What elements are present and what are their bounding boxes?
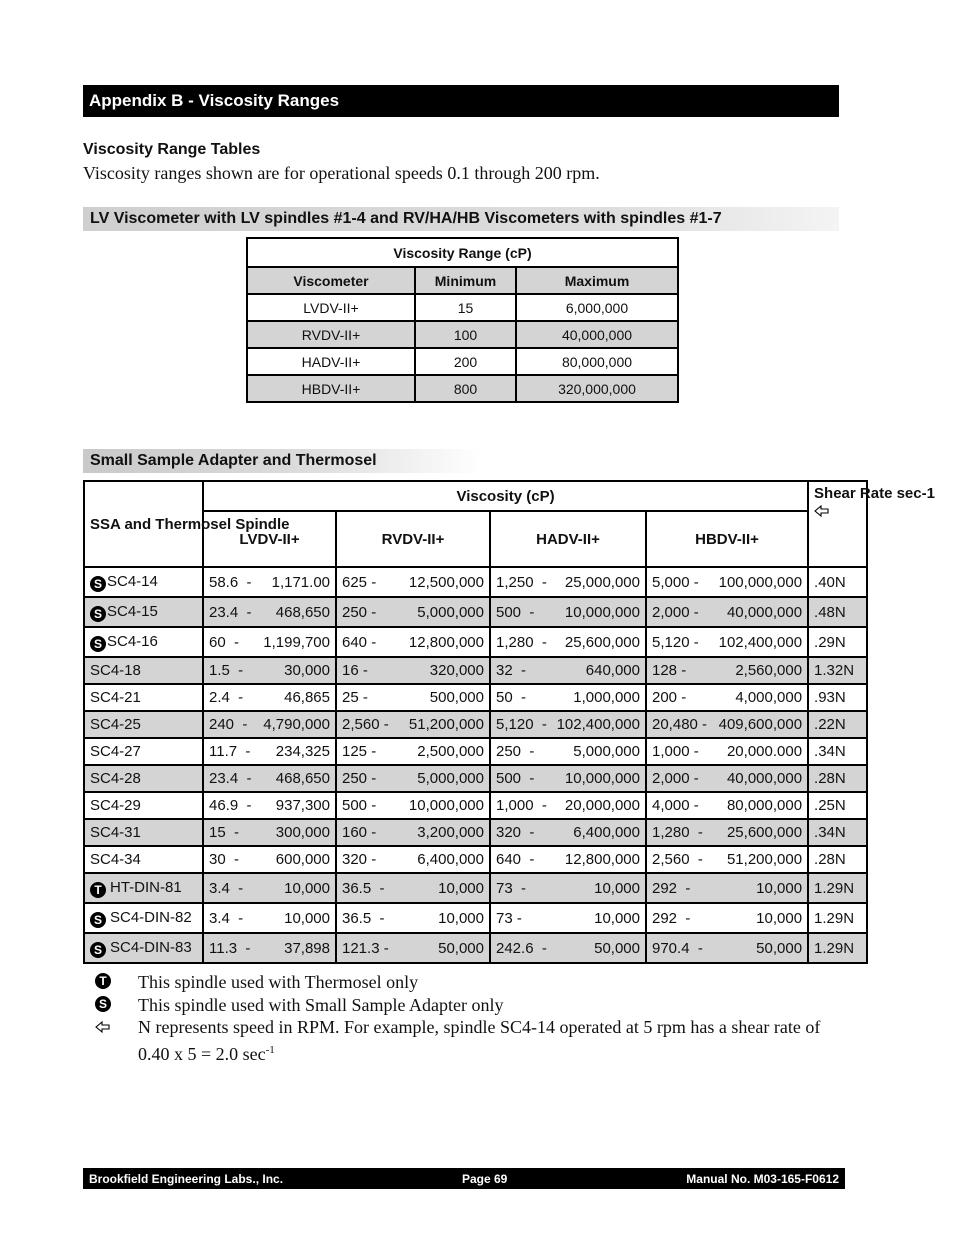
range-max: 1,199,700 [263,633,330,651]
lv-range-cell [203,819,336,846]
range-min: 3.4 - [209,879,244,897]
range-max: 30,000 [284,662,330,679]
range-min: 1,000 - [496,797,547,814]
range-min: 121.3 - [342,939,389,957]
minimum-cell: 100 [415,321,516,348]
range-min: 2,000 - [652,603,699,621]
range-min: 25 - [342,689,368,706]
shear-rate-cell: .25N [808,792,867,819]
range-max: 6,400,000 [573,824,640,841]
range-min: 15 - [209,824,240,841]
range-min: 1,250 - [496,573,547,591]
range-min: 640 - [342,633,377,651]
lv-range-cell [203,711,336,738]
range-min: 58.6 - [209,573,252,591]
rv-range-cell [336,627,490,657]
shear-rate-cell: .28N [808,765,867,792]
spindle-name: SC4-DIN-83 [110,938,192,956]
thermosel-note-text: This spindle used with Thermosel only [138,972,419,992]
range-min: 11.3 - [209,939,251,957]
range-min: 640 - [496,851,535,868]
table-row [247,375,678,402]
shear-rate-header [808,481,935,567]
hb-range-cell [646,627,808,657]
range-max: 468,650 [275,603,330,621]
range-min: 320 - [342,851,377,868]
column-header: Minimum [415,267,516,294]
ssa-mark-icon: S [95,996,111,1012]
table-row [84,819,867,846]
hb-range-cell [646,792,808,819]
range-min: 292 - [652,909,691,927]
range-min: 50 - [496,689,527,706]
table-row [84,765,867,792]
hb-range-cell [646,819,808,846]
rv-range-cell [336,711,490,738]
rv-range-cell [336,597,490,627]
range-max: 640,000 [585,662,640,679]
lv-range-cell [203,792,336,819]
range-min: 60 - [209,633,240,651]
range-max: 25,600,000 [726,824,803,841]
range-max: 12,800,000 [408,633,484,651]
ha-range-cell [490,597,646,627]
range-min: 625 - [342,573,377,591]
lv-range-cell [203,933,336,963]
ha-range-cell [490,873,646,903]
range-max: 50,000 [756,939,803,957]
model-header: HADV-II+ [490,511,646,567]
hb-range-cell [646,684,808,711]
viscometer-cell: HADV-II+ [247,348,415,375]
footnotes [95,971,840,1065]
range-min: 500 - [496,603,535,621]
ssa-note-text: This spindle used with Small Sample Adapter only [138,994,504,1015]
range-max: 10,000 [756,909,803,927]
range-max: 102,400,000 [718,633,803,651]
range-max: 468,650 [275,770,330,787]
range-max: 10,000,000 [564,603,640,621]
spindle-cell [84,792,203,819]
spindle-name: SC4-25 [90,716,141,733]
shear-rate-cell: .34N [808,738,867,765]
hb-range-cell [646,711,808,738]
range-max: 12,800,000 [564,851,640,868]
range-min: 500 - [342,797,377,814]
hb-range-cell [646,567,808,597]
range-min: 250 - [496,743,535,760]
spindle-cell [84,903,203,933]
rv-range-cell [336,846,490,873]
range-min: 2.4 - [209,689,244,706]
rv-range-cell [336,684,490,711]
subheading: Viscosity Range Tables [83,141,261,158]
range-max: 2,560,000 [735,662,803,679]
table-row [84,711,867,738]
range-max: 10,000 [594,909,640,927]
hb-range-cell [646,903,808,933]
ha-range-cell [490,819,646,846]
ssa-note [95,994,840,1017]
range-min: 36.5 - [342,879,385,897]
range-min: 1,280 - [496,633,547,651]
spindle-cell [84,597,203,627]
ha-range-cell [490,738,646,765]
minimum-cell: 200 [415,348,516,375]
shear-note [95,1016,840,1065]
minimum-cell: 800 [415,375,516,402]
range-max: 1,171.00 [271,573,330,591]
ha-range-cell [490,684,646,711]
spindle-name: SC4-29 [90,797,141,814]
spindle-name: SC4-31 [90,824,141,841]
table-row [84,567,867,597]
range-min: 320 - [496,824,535,841]
range-min: 5,000 - [652,573,699,591]
shear-rate-cell: .28N [808,846,867,873]
range-max: 20,000,000 [564,797,640,814]
lv-range-cell [203,846,336,873]
viscosity-range-table [246,237,679,403]
ssa-mark-icon: S [90,636,106,652]
shear-rate-cell: .93N [808,684,867,711]
range-max: 102,400,000 [556,716,640,733]
table-row [84,903,867,933]
shear-rate-cell: .48N [808,597,867,627]
footer-page-number: Page 69 [461,1171,508,1186]
shear-rate-cell: 1.32N [808,657,867,684]
viscometer-cell: LVDV-II+ [247,294,415,321]
range-min: 46.9 - [209,797,252,814]
range-min: 500 - [496,770,535,787]
table-row [84,933,867,963]
table-row [84,846,867,873]
appendix-title: Appendix B - Viscosity Ranges [83,85,839,117]
intro-text: Viscosity ranges shown are for operational speeds 0.1 through 200 rpm. [83,163,600,183]
shear-rate-cell: .22N [808,711,867,738]
rv-range-cell [336,873,490,903]
table-row [84,792,867,819]
table-row [84,684,867,711]
range-min: 240 - [209,716,248,733]
maximum-cell: 320,000,000 [516,375,678,402]
range-min: 970.4 - [652,939,703,957]
ha-range-cell [490,657,646,684]
ssa-thermosel-table [83,480,935,964]
shear-rate-cell: .29N [808,627,867,657]
hb-range-cell [646,873,808,903]
spindle-cell [84,765,203,792]
ha-range-cell [490,792,646,819]
spindle-cell [84,627,203,657]
hb-range-cell [646,597,808,627]
table-row [247,294,678,321]
range-min: 128 - [652,662,687,679]
shear-rate-cell: 1.29N [808,873,867,903]
section-title-lv-spindles: LV Viscometer with LV spindles #1-4 and RV/HA/HB Viscometers with spindles #1-7 [83,207,839,231]
ha-range-cell [490,765,646,792]
range-max: 4,000,000 [735,689,803,706]
range-min: 2,000 - [652,770,699,787]
model-header: HBDV-II+ [646,511,808,567]
range-max: 5,000,000 [417,603,484,621]
lv-range-cell [203,738,336,765]
table-row [84,627,867,657]
range-max: 10,000 [438,909,484,927]
ssa-mark-icon: S [90,912,106,928]
range-max: 40,000,000 [726,603,803,621]
rv-range-cell [336,933,490,963]
viscometer-cell: RVDV-II+ [247,321,415,348]
lv-range-cell [203,684,336,711]
shear-note-text: N represents speed in RPM. For example, spindle SC4-14 operated at 5 rpm has a shear rate of 0.40 x 5 = 2.0 sec [138,1017,821,1064]
pointing-hand-icon [814,504,830,518]
range-max: 937,300 [275,797,330,814]
hb-range-cell [646,738,808,765]
rv-range-cell [336,819,490,846]
range-max: 4,790,000 [263,716,330,733]
range-max: 50,000 [438,939,484,957]
spindle-cell [84,873,203,903]
range-min: 73 - [496,909,522,927]
spindle-name: SC4-27 [90,743,141,760]
spindle-name: SC4-28 [90,770,141,787]
spindle-cell [84,819,203,846]
shear-rate-cell: .40N [808,567,867,597]
spindle-cell [84,933,203,963]
shear-rate-cell: 1.29N [808,903,867,933]
page-footer [83,1168,845,1189]
viscosity-header: Viscosity (cP) [203,481,808,511]
ha-range-cell [490,711,646,738]
range-max: 10,000,000 [408,797,484,814]
spindle-header: SSA and Thermosel Spindle [84,481,203,567]
ha-range-cell [490,903,646,933]
range-min: 2,560 - [652,851,703,868]
shear-rate-cell: .34N [808,819,867,846]
table-caption: Viscosity Range (cP) [247,238,678,267]
range-max: 1,000,000 [573,689,640,706]
lv-range-cell [203,657,336,684]
range-min: 2,560 - [342,716,389,733]
range-max: 50,000 [594,939,640,957]
range-max: 10,000,000 [564,770,640,787]
spindle-cell [84,711,203,738]
rv-range-cell [336,657,490,684]
range-max: 320,000 [429,662,484,679]
range-max: 500,000 [429,689,484,706]
range-min: 4,000 - [652,797,699,814]
range-max: 12,500,000 [408,573,484,591]
range-max: 10,000 [438,879,484,897]
section-title-ssa-thermosel: Small Sample Adapter and Thermosel [83,449,483,473]
lv-range-cell [203,903,336,933]
lv-range-cell [203,627,336,657]
spindle-cell [84,738,203,765]
range-min: 36.5 - [342,909,385,927]
range-min: 11.7 - [209,743,251,760]
range-max: 10,000 [594,879,640,897]
range-max: 234,325 [275,743,330,760]
range-min: 16 - [342,662,368,679]
spindle-name: SC4-21 [90,689,141,706]
spindle-cell [84,567,203,597]
spindle-cell [84,846,203,873]
minimum-cell: 15 [415,294,516,321]
range-max: 37,898 [284,939,330,957]
range-min: 23.4 - [209,603,252,621]
range-min: 250 - [342,770,377,787]
ha-range-cell [490,846,646,873]
range-min: 160 - [342,824,377,841]
ha-range-cell [490,627,646,657]
range-min: 250 - [342,603,377,621]
range-min: 30 - [209,851,240,868]
lv-range-cell [203,567,336,597]
hb-range-cell [646,657,808,684]
spindle-name: SC4-34 [90,851,141,868]
column-header: Maximum [516,267,678,294]
model-header: RVDV-II+ [336,511,490,567]
range-max: 51,200,000 [726,851,803,868]
spindle-name: HT-DIN-81 [110,878,182,896]
table-row [84,873,867,903]
range-min: 5,120 - [496,716,547,733]
column-header: Viscometer [247,267,415,294]
spindle-cell [84,684,203,711]
viscometer-cell: HBDV-II+ [247,375,415,402]
range-max: 300,000 [275,824,330,841]
range-min: 20,480 - [652,716,708,733]
ssa-mark-icon: S [90,606,106,622]
range-min: 1,280 - [652,824,703,841]
ha-range-cell [490,567,646,597]
rv-range-cell [336,792,490,819]
range-min: 1,000 - [652,743,699,760]
range-max: 10,000 [284,909,330,927]
table-row [247,348,678,375]
rv-range-cell [336,738,490,765]
range-min: 5,120 - [652,633,699,651]
rv-range-cell [336,567,490,597]
footer-company: Brookfield Engineering Labs., Inc. [89,1171,284,1186]
footer-manual-number: Manual No. M03-165-F0612 [686,1171,839,1186]
range-min: 292 - [652,879,691,897]
hb-range-cell [646,765,808,792]
range-max: 100,000,000 [718,573,803,591]
table-row [84,657,867,684]
range-max: 25,600,000 [564,633,640,651]
ssa-mark-icon: S [90,576,106,592]
table-row [84,738,867,765]
lv-range-cell [203,597,336,627]
table-row [84,597,867,627]
maximum-cell: 6,000,000 [516,294,678,321]
lv-range-cell [203,765,336,792]
spindle-name: SC4-15 [107,602,158,620]
range-min: 32 - [496,662,527,679]
maximum-cell: 40,000,000 [516,321,678,348]
rv-range-cell [336,903,490,933]
range-max: 80,000,000 [726,797,803,814]
shear-note-superscript: -1 [265,1043,275,1056]
range-min: 1.5 - [209,662,244,679]
range-max: 600,000 [275,851,330,868]
range-max: 2,500,000 [417,743,484,760]
range-max: 409,600,000 [718,716,803,733]
range-max: 3,200,000 [417,824,484,841]
shear-rate-cell: 1.29N [808,933,867,963]
range-max: 5,000,000 [417,770,484,787]
table-row [247,321,678,348]
range-max: 25,000,000 [564,573,640,591]
thermosel-mark-icon: T [95,973,111,989]
spindle-name: SC4-16 [107,632,158,650]
range-max: 10,000 [756,879,803,897]
range-min: 242.6 - [496,939,547,957]
model-header: LVDV-II+ [203,511,336,567]
range-max: 10,000 [284,879,330,897]
range-max: 40,000,000 [726,770,803,787]
range-min: 73 - [496,879,527,897]
ha-range-cell [490,933,646,963]
thermosel-mark-icon: T [90,882,106,898]
hb-range-cell [646,933,808,963]
spindle-cell [84,657,203,684]
shear-rate-label: Shear Rate sec-1 [814,485,935,502]
hb-range-cell [646,846,808,873]
range-max: 46,865 [284,689,330,706]
pointing-hand-icon [95,1020,111,1034]
range-min: 23.4 - [209,770,252,787]
spindle-name: SC4-18 [90,662,141,679]
range-max: 5,000,000 [573,743,640,760]
range-max: 51,200,000 [408,716,484,733]
maximum-cell: 80,000,000 [516,348,678,375]
lv-range-cell [203,873,336,903]
ssa-mark-icon: S [90,942,106,958]
range-min: 200 - [652,689,687,706]
range-max: 6,400,000 [417,851,484,868]
spindle-name: SC4-DIN-82 [110,908,192,926]
range-min: 3.4 - [209,909,244,927]
spindle-name: SC4-14 [107,572,158,590]
range-max: 20,000.000 [726,743,803,760]
rv-range-cell [336,765,490,792]
range-min: 125 - [342,743,377,760]
thermosel-note [95,971,840,994]
